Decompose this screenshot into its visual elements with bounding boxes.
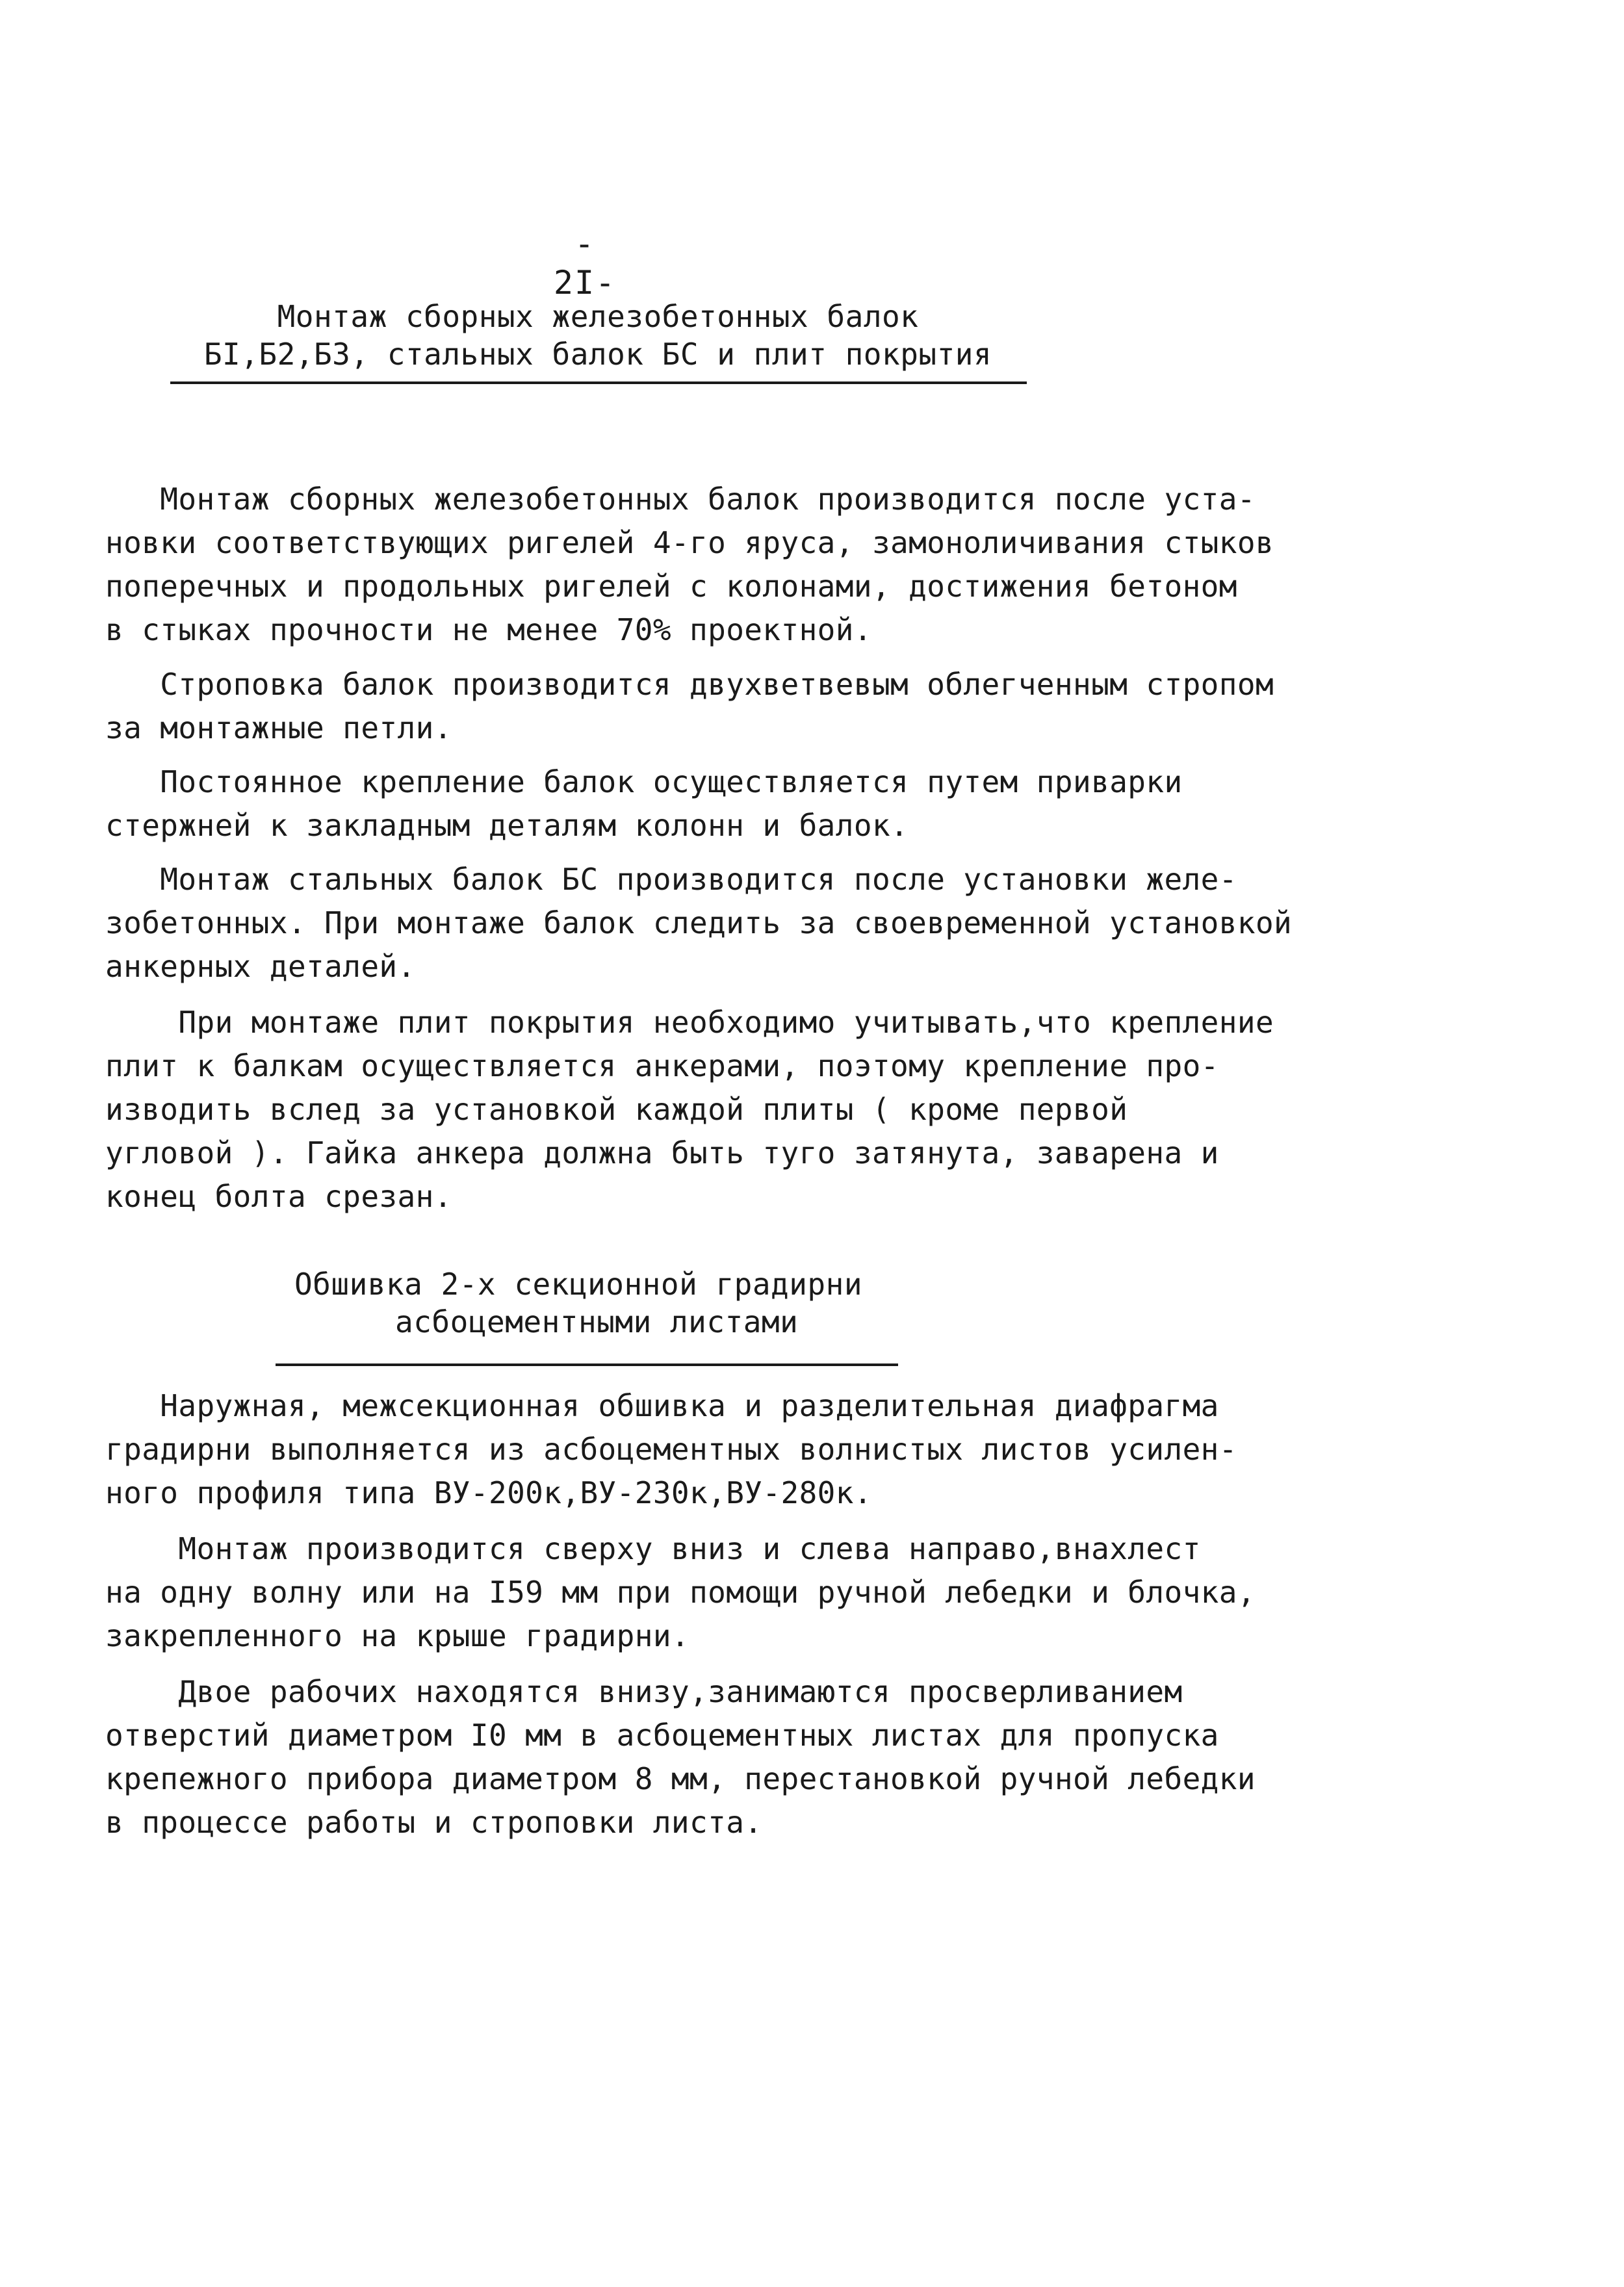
text-line: изводить вслед за установкой каждой плиты ( кроме первой — [105, 1092, 1128, 1127]
text-line: Монтаж производится сверху вниз и слева направо,внахлест — [105, 1531, 1201, 1566]
text-line: новки соответствующих ригелей 4-го яруса, замоноличивания стыков — [105, 525, 1274, 560]
text-line: Наружная, межсекционная обшивка и разделительная диафрагма — [105, 1388, 1219, 1423]
text-line: Постоянное крепление балок осуществляется путем приварки — [105, 764, 1183, 799]
text-line: анкерных деталей. — [105, 949, 416, 984]
text-line: При монтаже плит покрытия необходимо учитывать,что крепление — [105, 1005, 1274, 1040]
section-title-line: БI,Б2,Б3, стальных балок БС и плит покрытия — [203, 337, 992, 372]
section-title-line: Обшивка 2-х секционной градирни — [294, 1267, 863, 1302]
text-line: в стыках прочности не менее 70% проектной. — [105, 612, 872, 647]
paragraph — [105, 663, 1274, 750]
text-line: Двое рабочих находятся внизу,занимаются просверливанием — [105, 1674, 1183, 1709]
paragraph — [105, 1384, 1237, 1515]
text-line: Монтаж стальных балок БС производится после установки желе- — [105, 862, 1237, 897]
section-title-line: Монтаж сборных железобетонных балок — [277, 299, 919, 334]
text-line: за монтажные петли. — [105, 710, 452, 745]
paragraph — [105, 478, 1274, 652]
text-line: угловой ). Гайка анкера должна быть туго затянута, заварена и — [105, 1135, 1219, 1170]
page-number: - 2I- — [553, 225, 617, 302]
paragraph — [105, 760, 1183, 847]
text-line: плит к балкам осуществляется анкерами, поэтому крепление про- — [105, 1048, 1219, 1083]
text-line: Монтаж сборных железобетонных балок производится после уста- — [105, 482, 1256, 517]
title-underline — [276, 1363, 898, 1366]
text-line: конец болта срезан. — [105, 1179, 452, 1214]
text-line: закрепленного на крыше градирни. — [105, 1618, 690, 1653]
title-underline — [170, 381, 1027, 384]
text-line: отверстий диаметром I0 мм в асбоцементных листах для пропуска — [105, 1718, 1219, 1753]
paragraph — [105, 1670, 1256, 1844]
text-line: в процессе работы и строповки листа. — [105, 1805, 763, 1840]
paragraph — [105, 858, 1292, 988]
text-line: поперечных и продольных ригелей с колонами, достижения бетоном — [105, 569, 1237, 604]
section-title-cooling-tower-cladding — [247, 1265, 910, 1341]
text-line: градирни выполняется из асбоцементных волнистых листов усилен- — [105, 1432, 1237, 1467]
text-line: Строповка балок производится двухветвевым облегченным стропом — [105, 667, 1274, 702]
paragraph — [105, 1527, 1256, 1658]
paragraph — [105, 1001, 1274, 1219]
text-line: на одну волну или на I59 мм при помощи ручной лебедки и блочка, — [105, 1575, 1256, 1610]
section-title-line: асбоцементными листами — [358, 1304, 799, 1339]
text-line: ного профиля типа ВУ-200к,ВУ-230к,ВУ-280к. — [105, 1475, 872, 1510]
text-line: крепежного прибора диаметром 8 мм, перестановкой ручной лебедки — [105, 1761, 1256, 1796]
text-line: зобетонных. При монтаже балок следить за своевременной установкой — [105, 905, 1293, 940]
text-line: стержней к закладным деталям колонн и балок. — [105, 808, 909, 843]
section-title-beam-installation — [162, 298, 1033, 373]
